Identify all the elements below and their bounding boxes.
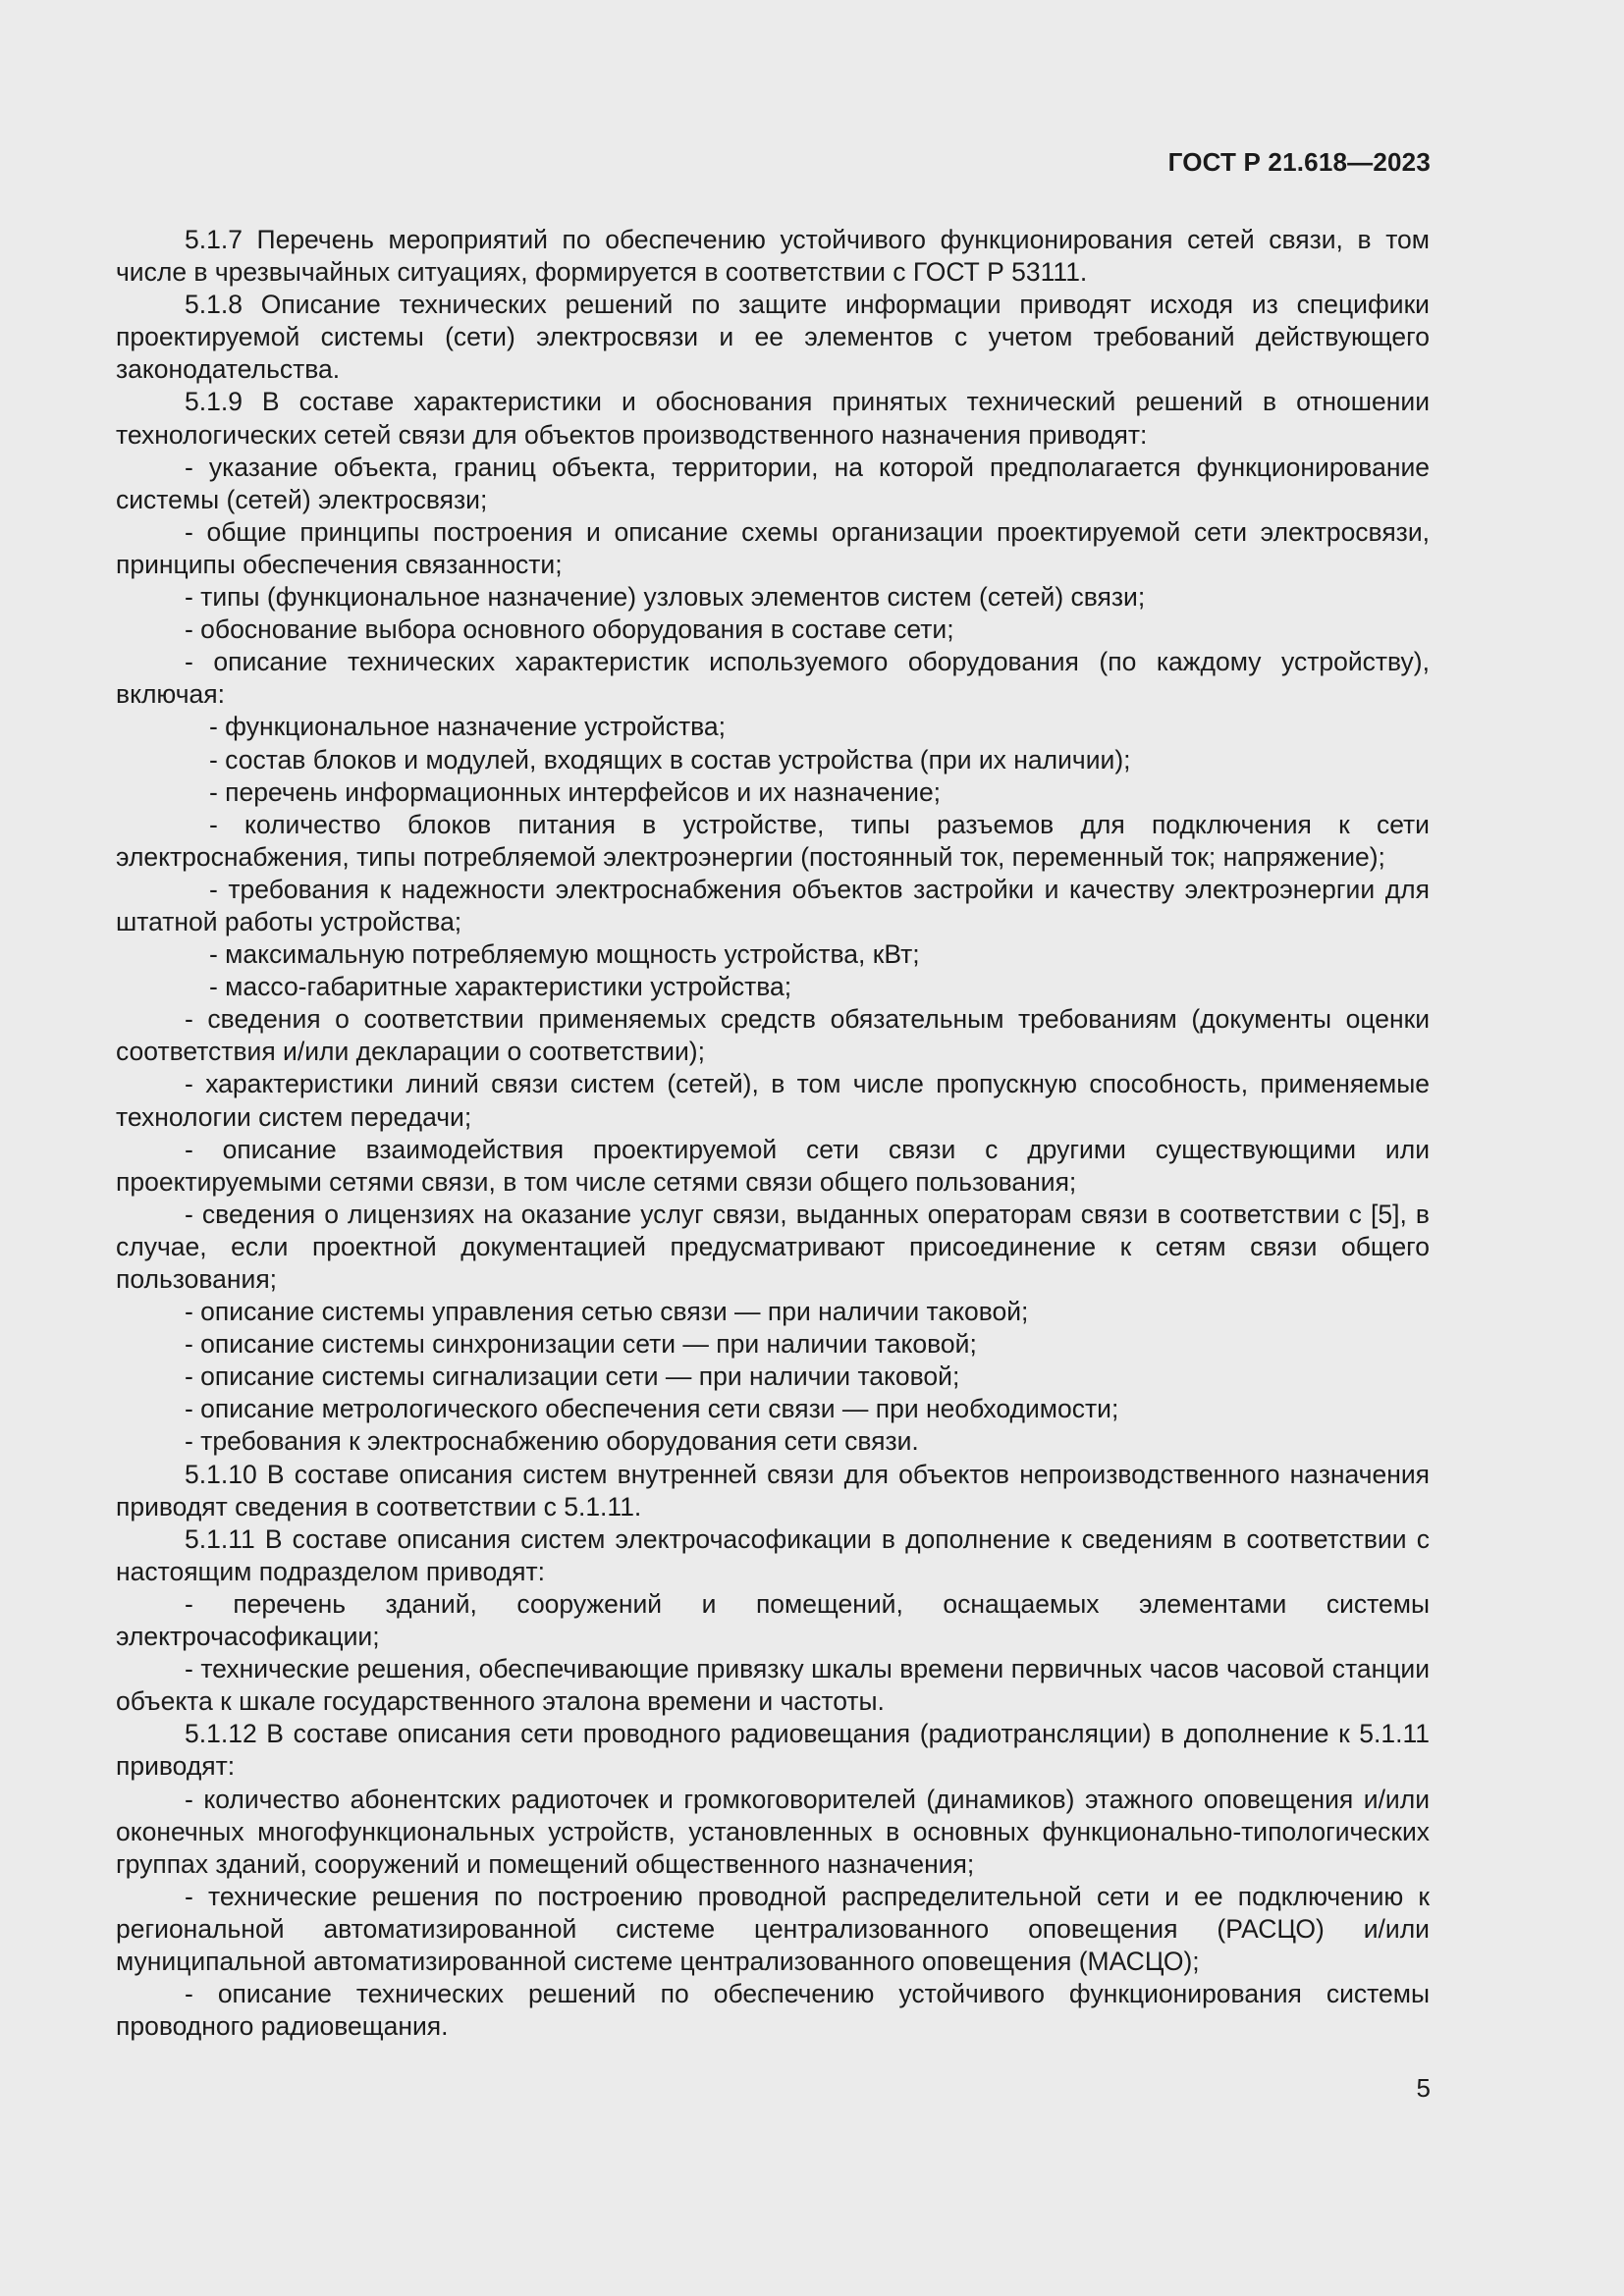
page-number: 5 [1416,2073,1431,2103]
list-item: - описание технических решений по обеспечению устойчивого функционирования системы проводного радиовещания. [116,1979,1430,2042]
list-item: - типы (функциональное назначение) узловых элементов систем (сетей) связи; [185,582,1146,613]
sub-list-item: - перечень информационных интерфейсов и их назначение; [209,776,942,807]
sub-list-item: - массо-габаритные характеристики устройства; [209,972,792,1002]
list-item: - описание системы сигнализации сети — при наличии таковой; [185,1362,960,1392]
list-item: - описание технических характеристик используемого оборудования (по каждому устройству), включая: [116,647,1430,710]
section-paragraph: 5.1.10 В составе описания систем внутренней связи для объектов непроизводственного назначения приводят сведения в соответствии с 5.1.11. [116,1459,1430,1522]
sub-list-item: - функциональное назначение устройства; [209,712,726,742]
document-code-header: ГОСТ Р 21.618—2023 [1167,147,1431,177]
section-paragraph: 5.1.8 Описание технических решений по защите информации приводят исходя из специфики проектируемой системы (сети) электросвязи и ее элементов с учетом требований действующего законодательства. [116,290,1430,385]
list-item: - описание системы синхронизации сети — при наличии таковой; [185,1329,977,1360]
document-body [116,224,1430,2043]
section-paragraph: 5.1.11 В составе описания систем электрочасофикации в дополнение к сведениям в соответствии с настоящим подразделом приводят: [116,1523,1430,1586]
list-item: - характеристики линий связи систем (сетей), в том числе пропускную способность, применяемые технологии систем передачи; [116,1069,1430,1132]
list-item: - описание системы управления сетью связи — при наличии таковой; [185,1297,1029,1327]
section-paragraph: 5.1.7 Перечень мероприятий по обеспечению устойчивого функционирования сетей связи, в том числе в чрезвычайных ситуациях, формируется в соответствии с ГОСТ Р 53111. [116,225,1430,288]
list-item: - требования к электроснабжению оборудования сети связи. [185,1426,919,1457]
list-item: - сведения о соответствии применяемых средств обязательным требованиям (документы оценки соответствия и/или декларации о соответствии); [116,1004,1430,1067]
sub-list-item: - требования к надежности электроснабжения объектов застройки и качеству электроэнергии для штатной работы устройства; [116,874,1430,936]
list-item: - сведения о лицензиях на оказание услуг связи, выданных операторам связи в соответствии с [5], в случае, если проектной документацией предусматривают присоединение к сетям связи общего пользования; [116,1199,1430,1294]
list-item: - технические решения, обеспечивающие привязку шкалы времени первичных часов часовой станции объекта к шкале государственного эталона времени и частоты. [116,1654,1430,1717]
list-item: - технические решения по построению проводной распределительной сети и ее подключению к региональной автоматизированной системе централизованного оповещения (РАСЦО) и/или муниципальной автоматизированной системе централизованного оповещения (МАСЦО); [116,1881,1430,1976]
list-item: - указание объекта, границ объекта, территории, на которой предполагается функционирование системы (сетей) электросвязи; [116,452,1430,514]
list-item: - описание взаимодействия проектируемой сети связи с другими существующими или проектируемыми сетями связи, в том числе сетями связи общего пользования; [116,1134,1430,1197]
list-item: - общие принципы построения и описание схемы организации проектируемой сети электросвязи, принципы обеспечения связанности; [116,516,1430,579]
list-item: - обоснование выбора основного оборудования в составе сети; [185,614,954,645]
section-paragraph: 5.1.12 В составе описания сети проводного радиовещания (радиотрансляции) в дополнение к 5.1.11 приводят: [116,1719,1430,1782]
sub-list-item: - максимальную потребляемую мощность устройства, кВт; [209,939,920,970]
list-item: - перечень зданий, сооружений и помещений, оснащаемых элементами системы электрочасофикации; [116,1588,1430,1652]
sub-list-item: - количество блоков питания в устройстве, типы разъемов для подключения к сети электроснабжения, типы потребляемой электроэнергии (постоянный ток, переменный ток; напряжение); [116,809,1430,872]
sub-list-item: - состав блоков и модулей, входящих в состав устройства (при их наличии); [209,744,1131,774]
list-item: - описание метрологического обеспечения сети связи — при необходимости; [185,1394,1119,1424]
list-item: - количество абонентских радиоточек и громкоговорителей (динамиков) этажного оповещения и/или оконечных многофункциональных устройств, установленных в основных функционально-типологических группах зданий, сооружений и помещений общественного назначения; [116,1784,1430,1879]
section-paragraph: 5.1.9 В составе характеристики и обоснования принятых технический решений в отношении технологических сетей связи для объектов производственного назначения приводят: [116,387,1430,450]
